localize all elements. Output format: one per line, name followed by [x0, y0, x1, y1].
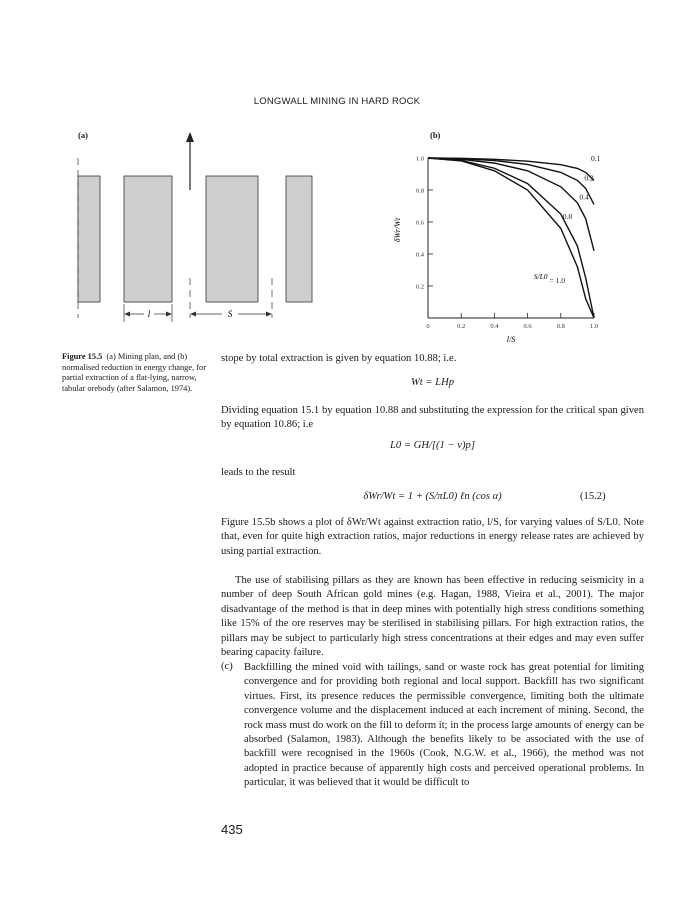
y-tick-label: 0.4 — [415, 251, 424, 259]
figure-caption — [62, 352, 212, 394]
dim-l-label: l — [147, 309, 151, 319]
equation-3-number: (15.2) — [580, 491, 606, 502]
series-label-2: 0.4 — [579, 192, 589, 202]
x-tick-label: 0.6 — [523, 323, 532, 330]
y-tick-label: 0.6 — [415, 219, 424, 227]
x-tick-label: 0 — [426, 323, 430, 330]
x-tick-label: 0.8 — [556, 323, 565, 330]
y-tick-label: 1.0 — [415, 155, 424, 163]
y-tick-label: 0.2 — [415, 283, 424, 291]
series-label-4: = 1.0 — [549, 275, 566, 285]
y-tick-label: 0.8 — [415, 187, 424, 195]
pillar-2 — [206, 176, 258, 302]
energy-reduction-chart — [380, 140, 620, 350]
equation-3: δWr/Wt = 1 + (S/πL0) ℓn (cos α) — [363, 491, 502, 502]
x-tick-label: 0.4 — [490, 323, 499, 330]
equation-1: Wt = LHp — [410, 377, 455, 388]
running-header: LONGWALL MINING IN HARD ROCK — [253, 96, 421, 107]
paragraph-2: The use of stabilising pillars as they are known has been effective in reducing seismicity in a number of deep South African gold mines (e.g. Hagan, 1988, Vieira et al., 2001). The major disadvantage of the method is that in deep mines with potentially high stress conditions something like 15% of the ore reserves may be sterilised in stabilising pillars. For high extraction ratios, the pillars may be subject to particularly high stress concentrations at their edges and may even suffer bearing capacity failure. — [221, 575, 644, 659]
x-tick-label: 0.2 — [457, 323, 466, 330]
page-number: 435 — [221, 822, 243, 837]
dim-s-label: S — [227, 309, 233, 319]
paragraph-1: Figure 15.5b shows a plot of δWr/Wt against extraction ratio, l/S, for varying values of S/L0. Note that, even for quite high extraction ratios, major reductions in energy release rates are achieved by using partial extraction. — [221, 517, 644, 557]
list-item-c: Backfilling the mined void with tailings, sand or waste rock has great potential for limiting convergence and for providing both regional and local support. Backfill has two significant virtues. First, its presence reduces the permissible convergence, limiting both the ultimate convergence volume and the displacement induced at each increment of mining. Second, the rock mass must do work on the fill to deform it; in the process large amounts of energy can be absorbed (Salamon, 1983). Although the benefits likely to be associated with the use of backfill were recognised in the 1960s (Cook, N.G.W. et al., 1966), the method was not adopted in practice because of apparently high costs and perceived operational problems. In particular, it was believed that it would be difficult to — [244, 662, 644, 789]
caption-text: (a) Mining plan, and (b) normalised reduction in energy change, for partial extraction of a flat-lying, narrow, tabular orebody (after Salamon, 1974). — [62, 352, 207, 393]
legend-prefix-numerator: S/L0 — [533, 271, 548, 281]
pillar-left-partial — [78, 176, 100, 302]
list-marker-c: (c) — [221, 661, 233, 672]
panel-b-label: (b) — [430, 130, 441, 140]
text-line-3: leads to the result — [221, 467, 296, 478]
mining-plan-diagram — [70, 128, 320, 328]
text-line-2: Dividing equation 15.1 by equation 10.88 and substituting the expression for the critical span given by equation 10.86; i.e — [221, 405, 644, 431]
y-axis-label: δWr/Wt — [393, 217, 402, 243]
series-line-3 — [428, 158, 594, 318]
text-line-1: stope by total extraction is given by equation 10.88; i.e. — [221, 353, 457, 364]
series-line-4 — [428, 158, 594, 318]
pillar-right-partial — [286, 176, 312, 302]
pillar-1 — [124, 176, 172, 302]
series-label-0: 0.1 — [591, 154, 601, 164]
panel-a-label: (a) — [78, 130, 88, 140]
series-label-3: 0.8 — [562, 211, 573, 221]
series-line-2 — [428, 158, 594, 251]
caption-label: Figure 15.5 — [62, 352, 103, 361]
advance-arrow-head — [186, 132, 194, 142]
equation-2: L0 = GH/[(1 − ν)p] — [390, 440, 475, 451]
x-axis-label: l/S — [506, 335, 516, 344]
x-tick-label: 1.0 — [589, 323, 599, 330]
series-label-1: 0.2 — [584, 173, 594, 183]
